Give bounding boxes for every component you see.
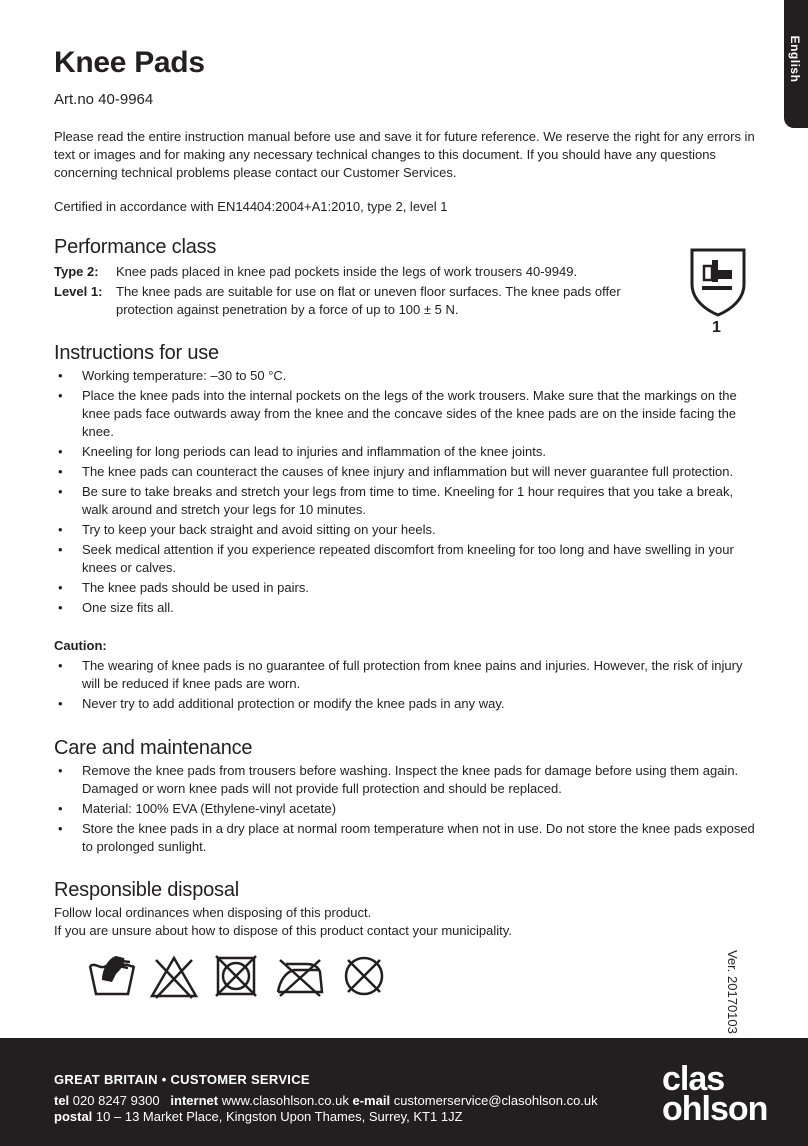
disposal-heading: Responsible disposal [54, 879, 240, 901]
logo-line: clas [662, 1060, 725, 1098]
list-item: • Working temperature: –30 to 50 °C. [54, 367, 759, 385]
performance-key: Level 1: [54, 284, 103, 299]
postal-address: 10 – 13 Market Place, Kingston Upon Thames, Surrey, KT1 1JZ [95, 1109, 463, 1124]
list-item: • Seek medical attention if you experience repeated discomfort from kneeling for too long and have swelling in your knees or calves. [54, 541, 759, 577]
care-symbols [86, 952, 390, 1000]
version-label: Ver. 20170103 [725, 950, 740, 1034]
footer-contact-line [54, 1093, 598, 1108]
email-link[interactable]: customerservice@clasohlson.co.uk [393, 1093, 598, 1108]
language-label: English [788, 35, 802, 83]
page-title: Knee Pads [54, 46, 205, 79]
disposal-line: If you are unsure about how to dispose of this product contact your municipality. [54, 923, 512, 938]
disposal-line: Follow local ordinances when disposing of this product. [54, 905, 372, 920]
footer-postal-line [54, 1109, 463, 1124]
list-item: • Remove the knee pads from trousers before washing. Inspect the knee pads for damage before using them again. Damaged or worn knee pads will not provide full protection and should be replaced. [54, 762, 759, 798]
logo-line: ohlson [662, 1090, 768, 1128]
postal-label: postal [54, 1109, 93, 1124]
language-tab [784, 0, 808, 128]
protection-shield-icon [688, 246, 748, 318]
email-label: e-mail [352, 1093, 391, 1108]
disposal-text [54, 904, 512, 940]
caution-list [54, 657, 759, 715]
performance-value: Knee pads placed in knee pad pockets inside the legs of work trousers 40-9949. [116, 264, 578, 279]
list-item: • Try to keep your back straight and avoid sitting on your heels. [54, 521, 759, 539]
performance-value: The knee pads are suitable for use on flat or uneven floor surfaces. The knee pads offer protection against penetration by a force of up to 100 ± 5 N. [116, 284, 621, 317]
do-not-dry-clean-icon [338, 952, 390, 1000]
list-item: • One size fits all. [54, 599, 759, 617]
performance-heading: Performance class [54, 236, 217, 258]
caution-heading: Caution: [54, 638, 107, 653]
list-item: • Never try to add additional protection or modify the knee pads in any way. [54, 695, 759, 713]
performance-key: Type 2: [54, 264, 99, 279]
footer [0, 1038, 808, 1146]
footer-title: GREAT BRITAIN • CUSTOMER SERVICE [54, 1072, 310, 1087]
performance-row-level [54, 283, 636, 319]
hand-wash-icon [86, 952, 138, 1000]
tel-number: 020 8247 9300 [72, 1093, 160, 1108]
clas-ohlson-logo [662, 1060, 768, 1128]
care-list [54, 762, 759, 858]
article-number: Art.no 40-9964 [54, 91, 154, 108]
certification-text: Certified in accordance with EN14404:2004+A1:2010, type 2, level 1 [54, 199, 448, 214]
website-link[interactable]: www.clasohlson.co.uk [221, 1093, 349, 1108]
instructions-heading: Instructions for use [54, 342, 219, 364]
tel-label: tel [54, 1093, 70, 1108]
list-item: • The wearing of knee pads is no guarantee of full protection from knee pains and injuries. However, the risk of injury will be reduced if knee pads are worn. [54, 657, 759, 693]
list-item: • The knee pads can counteract the causes of knee injury and inflammation but will never guarantee full protection. [54, 463, 759, 481]
do-not-bleach-icon [148, 952, 200, 1000]
list-item: • The knee pads should be used in pairs. [54, 579, 759, 597]
list-item: • Material: 100% EVA (Ethylene-vinyl acetate) [54, 800, 759, 818]
list-item: • Place the knee pads into the internal pockets on the legs of the work trousers. Make sure that the markings on the knee pads face outwards away from the knee and the concave sides of the knee pads are on the inside facing the knee. [54, 387, 759, 441]
do-not-iron-icon [272, 952, 328, 1000]
protection-level-number: 1 [712, 319, 721, 336]
list-item: • Be sure to take breaks and stretch your legs from time to time. Kneeling for 1 hour requires that you take a break, walk around and stretch your legs for 10 minutes. [54, 483, 759, 519]
intro-text: Please read the entire instruction manual before use and save it for future reference. We reserve the right for any errors in text or images and for making any necessary technical changes to this document. If you should have any questions concerning technical problems please contact our Customer Services. [54, 129, 755, 180]
care-heading: Care and maintenance [54, 737, 253, 759]
list-item: • Kneeling for long periods can lead to injuries and inflammation of the knee joints. [54, 443, 759, 461]
performance-row-type [54, 263, 636, 281]
list-item: • Store the knee pads in a dry place at normal room temperature when not in use. Do not store the knee pads exposed to prolonged sunlight. [54, 820, 759, 856]
instructions-list [54, 367, 759, 619]
do-not-tumble-dry-icon [210, 952, 262, 1000]
internet-label: internet [170, 1093, 219, 1108]
